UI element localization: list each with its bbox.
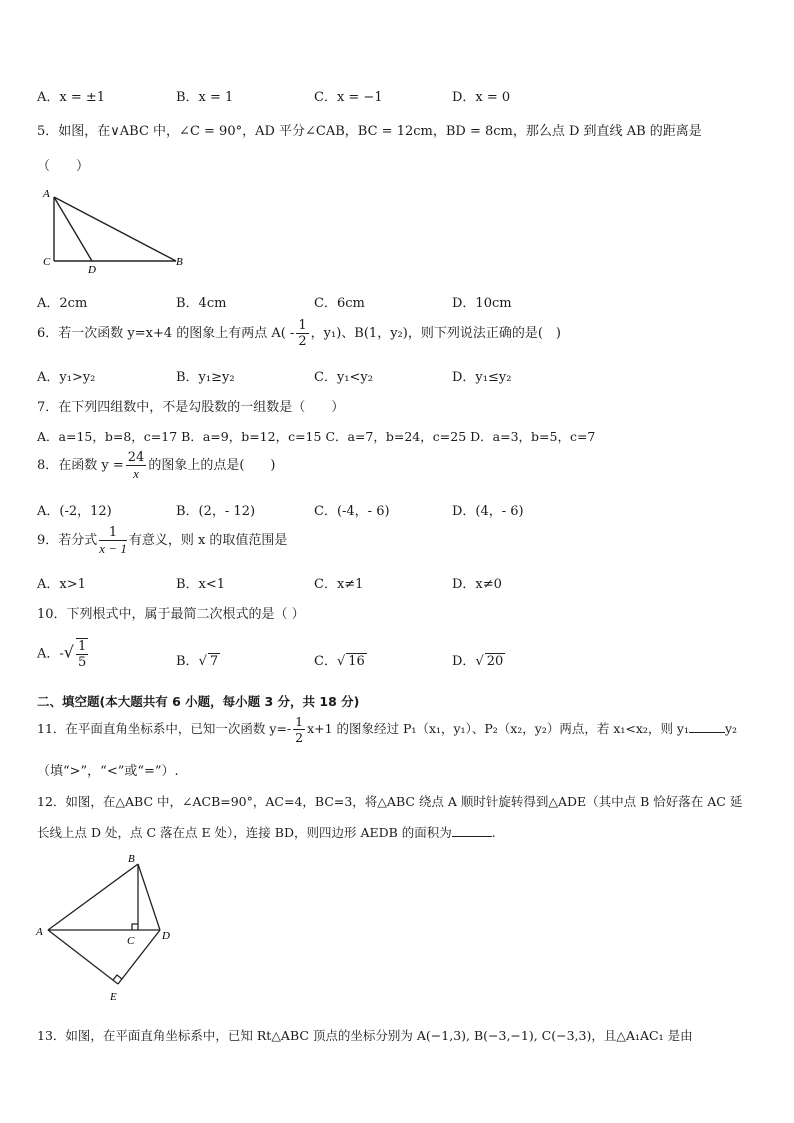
q9-fraction: $\frac{1}{x - 1}$ bbox=[99, 525, 127, 556]
q8-fraction: $\frac{24}{x}$ bbox=[127, 450, 145, 481]
q12-rotation-figure bbox=[34, 848, 184, 1006]
q5-option-b: B．4cm bbox=[176, 296, 227, 311]
q11-line2: （填“>”，“<”或“=”）. bbox=[37, 764, 179, 779]
q12-line2: 长线上点 D 处，点 C 落在点 E 处），连接 BD，则四边形 AEDB 的面积为 . bbox=[37, 825, 496, 840]
q9-stem-a: 9．若分式 bbox=[37, 533, 98, 548]
q6-option-d: D．y₁≤y₂ bbox=[452, 370, 512, 385]
q10-option-d: D．√ 20 bbox=[452, 654, 504, 669]
q4-option-c: C．x = −1 bbox=[314, 90, 383, 105]
q11-stem: 11．在平面直角坐标系中，已知一次函数 y=- $\frac{1}{2}$ x+1 的图象经过 P₁（x₁，y₁）、P₂（x₂，y₂）两点，若 x₁<x₂，则 y₁ y₂ bbox=[37, 714, 738, 745]
q12-label-a: A bbox=[36, 926, 43, 938]
q5-option-d: D．10cm bbox=[452, 296, 512, 311]
q6-option-c: C．y₁<y₂ bbox=[314, 370, 373, 385]
q4-option-d: D．x = 0 bbox=[452, 90, 511, 105]
q6-stem-a: 6．若一次函数 y=x+4 的图象上有两点 A( - bbox=[37, 326, 295, 341]
q9-option-b: B．x<1 bbox=[176, 577, 226, 592]
q6-stem bbox=[37, 318, 561, 349]
q8-stem-b: 的图象上的点是( ) bbox=[148, 458, 276, 473]
q5-option-c: C．6cm bbox=[314, 296, 365, 311]
q5-label-a: A bbox=[43, 188, 50, 200]
q5-label-c: C bbox=[43, 256, 51, 268]
q5-triangle-figure bbox=[38, 185, 188, 273]
q5-stem: 5．如图，在∨ABC 中，∠C = 90°，AD 平分∠CAB，BC = 12cm，BD = 8cm，那么点 D 到直线 AB 的距离是 bbox=[37, 124, 702, 139]
q4-option-a: A．x = ±1 bbox=[37, 90, 106, 105]
q9-stem bbox=[37, 525, 287, 556]
q13-stem: 13．如图，在平面直角坐标系中，已知 Rt△ABC 顶点的坐标分别为 A(−1,3), B(−3,−1), C(−3,3)，且△A₁AC₁ 是由 bbox=[37, 1028, 693, 1043]
q4-option-b: B．x = 1 bbox=[176, 90, 234, 105]
q5-paren: （ ） bbox=[37, 159, 90, 174]
q9-stem-b: 有意义，则 x 的取值范围是 bbox=[128, 533, 288, 548]
q10-option-b: B．√ 7 bbox=[176, 654, 219, 669]
q9-option-c: C．x≠1 bbox=[314, 577, 364, 592]
q8-stem-a: 8．在函数 y = bbox=[37, 458, 124, 473]
q12-answer-blank[interactable] bbox=[452, 824, 492, 837]
q11-answer-blank[interactable] bbox=[689, 720, 725, 733]
q10-stem: 10．下列根式中，属于最简二次根式的是（ ） bbox=[37, 607, 305, 622]
q7-stem: 7．在下列四组数中，不是勾股数的一组数是（ ） bbox=[37, 400, 345, 415]
q5-label-d: D bbox=[88, 264, 96, 273]
q12-label-b: B bbox=[128, 853, 135, 865]
q8-stem bbox=[37, 450, 275, 481]
q6-option-b: B．y₁≥y₂ bbox=[176, 370, 235, 385]
section-2-title: 二、填空题(本大题共有 6 小题，每小题 3 分，共 18 分) bbox=[37, 694, 360, 709]
q12-label-d: D bbox=[162, 930, 170, 942]
q12-label-e: E bbox=[110, 991, 117, 1003]
q6-option-a: A．y₁>y₂ bbox=[37, 370, 96, 385]
q8-option-c: C．(-4，- 6) bbox=[314, 504, 390, 519]
q12-line1: 12．如图，在△ABC 中，∠ACB=90°，AC=4，BC=3，将△ABC 绕点 A 顺时针旋转得到△ADE（其中点 B 恰好落在 AC 延 bbox=[37, 794, 743, 809]
q9-option-a: A．x>1 bbox=[37, 577, 86, 592]
q8-option-a: A．(-2，12) bbox=[37, 504, 112, 519]
q8-option-d: D．(4，- 6) bbox=[452, 504, 524, 519]
q10-option-c: C．√ 16 bbox=[314, 654, 365, 669]
q10-option-a: A．-√ $\frac{1}{5}$ bbox=[37, 639, 87, 670]
q5-label-b: B bbox=[176, 256, 183, 268]
q12-label-c: C bbox=[127, 935, 135, 947]
q5-option-a: A．2cm bbox=[37, 296, 88, 311]
q9-option-d: D．x≠0 bbox=[452, 577, 502, 592]
q7-options: A．a=15，b=8，c=17 B．a=9，b=12，c=15 C．a=7，b=24，c=25 D．a=3，b=5，c=7 bbox=[37, 429, 596, 444]
q8-option-b: B．(2，- 12) bbox=[176, 504, 256, 519]
q6-fraction: $\frac{1}{2}$ bbox=[298, 318, 307, 349]
q6-stem-b: ，y₁)、B(1，y₂)，则下列说法正确的是( ) bbox=[310, 326, 561, 341]
